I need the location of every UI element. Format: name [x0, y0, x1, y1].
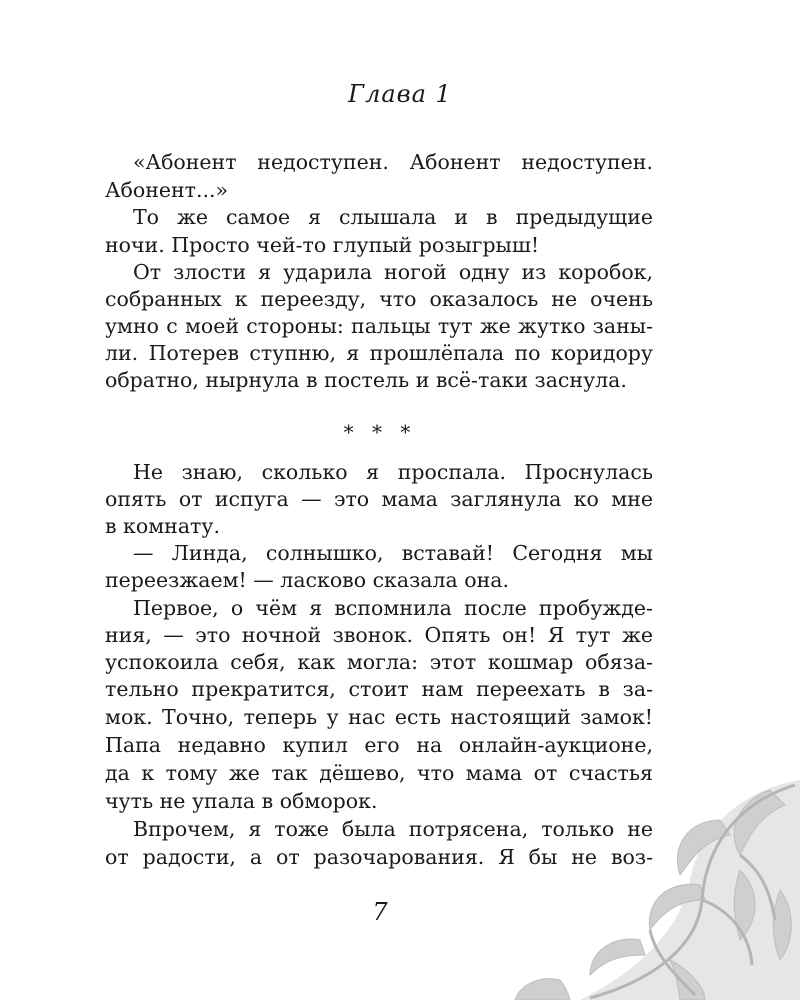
text-line: тельно прекратится, стоит нам переехать в за-	[105, 677, 653, 701]
text-line: Впрочем, я тоже была потрясена, только не	[133, 817, 653, 841]
text-line: — Линда, солнышко, вставай! Сегодня мы	[133, 541, 653, 565]
text-line: успокоила себя, как могла: этот кошмар обяза-	[105, 650, 653, 674]
text-line: ния, — это ночной звонок. Опять он! Я тут же	[105, 623, 653, 647]
text-line: от радости, а от разочарования. Я бы не воз-	[105, 845, 653, 869]
text-line: ночи. Просто чей-то глупый розыгрыш!	[105, 233, 540, 257]
chapter-title: Глава 1	[348, 80, 452, 108]
text-line: «Абонент недоступен. Абонент недоступен.	[133, 150, 653, 174]
text-line: То же самое я слышала и в предыдущие	[133, 205, 653, 229]
text-line: в комнату.	[105, 514, 220, 538]
page-number: 7	[372, 898, 388, 926]
text-line: переезжаем! — ласково сказала она.	[105, 568, 509, 592]
text-line: умно с моей стороны: пальцы тут же жутко заны-	[105, 314, 653, 338]
text-line: От злости я ударила ногой одну из коробок,	[133, 260, 653, 284]
text-line: мок. Точно, теперь у нас есть настоящий замок!	[105, 705, 653, 729]
text-line: собранных к переезду, что оказалось не очень	[105, 287, 653, 311]
floral-ornament-icon	[440, 760, 800, 1000]
text-line: Абонент...»	[105, 178, 229, 202]
text-line: обратно, нырнула в постель и всё-таки заснула.	[105, 368, 627, 392]
text-line: Первое, о чём я вспомнила после пробужде-	[133, 596, 653, 620]
text-line: да к тому же так дёшево, что мама от счастья	[105, 761, 653, 785]
text-line: опять от испуга — это мама заглянула ко мне	[105, 487, 653, 511]
text-line: Не знаю, сколько я проспала. Проснулась	[133, 460, 653, 484]
text-line: ли. Потерев ступню, я прошлёпала по коридору	[105, 341, 653, 365]
text-line: Папа недавно купил его на онлайн-аукционе,	[105, 733, 653, 757]
text-line: чуть не упала в обморок.	[105, 789, 378, 813]
section-separator: * * *	[343, 420, 417, 444]
